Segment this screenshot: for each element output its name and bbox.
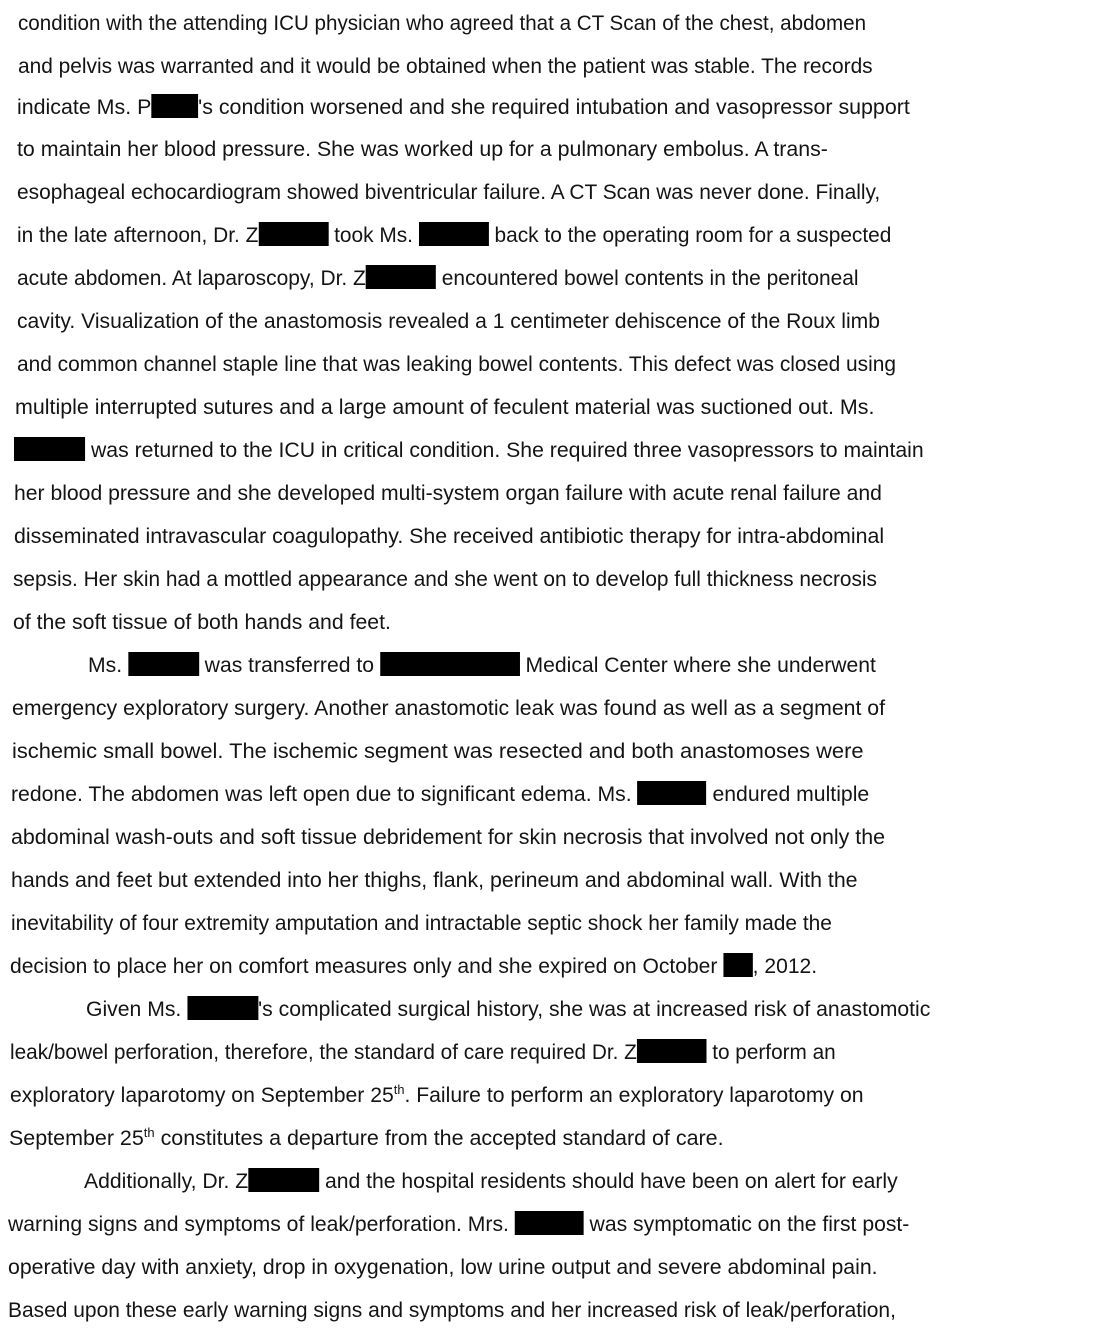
text-span: cavity. Visualization of the anastomosis revealed a 1 centimeter dehiscence of the Roux limb [17,309,880,333]
text-span: back to the operating room for a suspected [488,223,892,247]
text-span: acute abdomen. At laparoscopy, Dr. Z [17,266,366,290]
text-line-29 [8,1203,1084,1246]
text-span: , 2012. [752,954,818,978]
text-line-15 [13,601,1093,644]
text-line-25 [10,1031,1066,1074]
text-line-6 [17,214,1078,257]
text-span: Ms. [88,653,128,677]
text-span: . Failure to perform an exploratory laparotomy on [404,1083,864,1107]
text-span: and the hospital residents should have been on alert for early [319,1169,898,1193]
text-span: indicate Ms. P [17,95,152,119]
text-span: sepsis. Her skin had a mottled appearance and she went on to develop full thickness necrosis [13,567,877,591]
text-line-10 [15,386,1093,429]
text-line-11 [14,429,1093,472]
text-span: of the soft tissue of both hands and feet. [13,610,391,634]
text-span: September 25 [9,1126,144,1150]
text-line-22 [11,902,1074,945]
text-line-27 [9,1117,1093,1160]
text-span: endured multiple [706,782,870,806]
text-span: and pelvis was warranted and it would be obtained when the patient was stable. The records [18,54,873,78]
text-line-30 [8,1246,1089,1289]
text-span: abdominal wash-outs and soft tissue debridement for skin necrosis that involved not only the [11,825,886,849]
redaction-bar [638,781,707,805]
redaction-bar [380,652,520,676]
ordinal-suffix: th [143,1125,155,1140]
text-line-1 [18,2,1065,45]
text-span: 's condition worsened and she required intubation and vasopressor support [198,95,910,119]
text-span: and common channel staple line that was leaking bowel contents. This defect was closed using [17,352,897,376]
text-line-21 [11,859,1093,902]
text-span: multiple interrupted sutures and a large amount of feculent material was suctioned out. Ms. [15,395,875,419]
text-line-31 [8,1289,1074,1332]
text-span: emergency exploratory surgery. Another anastomotic leak was found as well as a segment of [12,696,886,720]
ordinal-suffix: th [393,1082,405,1097]
text-span: disseminated intravascular coagulopathy. She received antibiotic therapy for intra-abdominal [14,524,885,548]
text-span: was transferred to [198,653,380,677]
text-line-8 [17,300,1090,343]
text-span: to perform an [706,1040,836,1064]
text-line-17 [12,687,1093,730]
text-span: redone. The abdomen was left open due to significant edema. Ms. [11,782,638,806]
text-span: esophageal echocardiogram showed biventricular failure. A CT Scan was never done. Finally, [17,180,881,204]
text-span: Given Ms. [86,997,188,1021]
text-span: leak/bowel perforation, therefore, the standard of care required Dr. Z [10,1040,637,1064]
redaction-bar [258,222,328,246]
redaction-bar [637,1039,707,1063]
text-line-18 [12,730,1093,773]
text-span: ischemic small bowel. The ischemic segment was resected and both anastomoses were [12,739,864,763]
text-span: 's complicated surgical history, she was at increased risk of anastomotic [258,997,931,1021]
text-span: took Ms. [328,223,419,247]
text-span: was returned to the ICU in critical condition. She required three vasopressors to maintain [85,438,924,462]
text-span: constitutes a departure from the accepted standard of care. [154,1126,724,1150]
text-span: hands and feet but extended into her thighs, flank, perineum and abdominal wall. With the [11,868,858,892]
redaction-bar [151,94,198,118]
text-line-20 [11,816,1093,859]
text-line-3 [17,86,1093,129]
text-span: Additionally, Dr. Z [84,1169,249,1193]
text-line-28 [84,1160,1093,1203]
text-line-14 [13,558,1072,601]
text-line-12 [14,472,1090,515]
text-span: operative day with anxiety, drop in oxygenation, low urine output and severe abdominal pain. [8,1255,878,1279]
text-span: encountered bowel contents in the peritoneal [435,266,859,290]
text-span: to maintain her blood pressure. She was worked up for a pulmonary embolus. A trans- [17,137,828,161]
text-line-23 [10,945,1081,988]
text-line-2 [18,45,1080,88]
text-span: Medical Center where she underwent [519,653,876,677]
text-line-24 [86,988,1093,1031]
text-span: inevitability of four extremity amputation and intractable septic shock her family made the [11,911,832,935]
text-line-19 [11,773,1089,816]
text-line-16 [88,644,1093,687]
text-line-9 [17,343,1079,386]
text-line-26 [10,1074,1087,1117]
text-span: exploratory laparotomy on September 25 [10,1083,394,1107]
text-span: her blood pressure and she developed multi-system organ failure with acute renal failure and [14,481,882,505]
redaction-bar [14,437,85,461]
text-span: condition with the attending ICU physician who agreed that a CT Scan of the chest, abdomen [18,11,867,35]
text-line-13 [14,515,1093,558]
redaction-bar [187,996,258,1020]
text-span: decision to place her on comfort measures only and she expired on October [10,954,724,978]
redaction-bar [248,1168,319,1192]
text-span: warning signs and symptoms of leak/perforation. Mrs. [8,1212,515,1236]
redaction-bar [419,222,489,246]
text-line-7 [17,257,1082,300]
redaction-bar [723,953,752,977]
text-span: Based upon these early warning signs and symptoms and her increased risk of leak/perforation, [8,1298,896,1322]
text-span: in the late afternoon, Dr. Z [17,223,259,247]
text-line-5 [17,171,1080,214]
text-line-4 [17,128,1093,171]
redaction-bar [128,652,199,676]
text-span: was symptomatic on the first post- [583,1212,910,1236]
redaction-bar [366,265,436,289]
redaction-bar [515,1211,584,1235]
